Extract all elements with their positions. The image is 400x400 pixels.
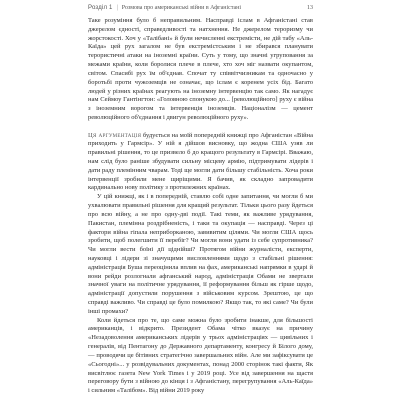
paragraph-1: Таке розуміння було б неправильним. Насправді іслам в Афганістані став джерелом єдності, справедливості та натхнення. Не джерелом тероризму чи жорстокості. Хоч у «Талібані» й були нечисленні екстремісти, не дій табу «Аль-Каїда» цей рух загалом не був екстремістським і не збирався планувати терористичні атаки на іноземні країни. Суть у тому, що значні угруповання за межами країни, коли боролися плече в плече, хто хоч міг назвати окупантом, світом. Спасибі рух їм об'єднав. Спочат ту співвітчизникам та одночасно у боротьбі проти чужоземців не означає, що іслам є коренем усіх бід. Багато людей у різних країнах реагують на іноземну інтервенцію так само. Як нагадує нам Сеймоу Гантінгтон: «Головною спонукою до... [революційного] руху є війна з іноземним ворогом та інтервенція іноземців. Націоналізм — цемент революційного об'єднання і двигун революційного руху». bbox=[88, 17, 313, 121]
paragraph-2-text: будується на моїй попередній книжці про Афганістан «Війна приходить у Гармсір». У ній я дійшов висновку, що жодна США узяв ли правильні рішення, то це призвело б до кращого результату в Гармсірі. Вважаю, нам слід було раніше збудувати сильну місцеву армію, підтримувати лідерів і дати раду племінним чварам. Тоді ще могли дати більшу стабільність. Хоча роки інтервенції зробили мене щиріщими. Я бачив, як складно запровадити кардинально нову політику з протилежних країнах. bbox=[88, 131, 313, 192]
running-head bbox=[88, 3, 313, 13]
paragraph-3: У цій книжці, як і в попередній, ставлю собі одне запитання, чи могли б ми ухвалювати правильні рішення для кращий результат. Тільки цього разу йдеться про всю війну, а не про одну-дві події. Такі теми, як важливе урядування, Пакистан, племінна роздрібненість, і таки та окупація — насправді. Через ці фактори війна гіпала неприборканою, завивитим цілями. Чи могли США щось зробити, щоб полегшити її перебіг? Чи могли вони удати із себе супротивника? Чи могли вести боїні дії ціднійші? Протягом війни журналісти, експерти, науковці і лідери зі значущими висловленнями щодо з стабільні рішення: адміністрація Буша переоцінила вплив на фах, американські напрямки в ударі й вони рейди розлогнали афганський народ, адміністрація Обами не звертали значної уваги на політичне урядування, її реформування більш як гірше щодо, адміністрації допустили порушення з військовим курсом. Зрештою, це що справді важливо. Чи справді це було помилкою? Якщо так, то які саме? Чи були інші промахи? bbox=[88, 193, 313, 315]
chapter-title: Розмова про американські війни в Афганістані bbox=[121, 5, 242, 11]
body-text bbox=[88, 17, 313, 396]
section-lead-in: Ця аргументація bbox=[88, 131, 142, 139]
chapter-label: Розділ 1 bbox=[88, 5, 113, 11]
paragraph-2 bbox=[88, 132, 313, 194]
paragraph-4: Коли йдеться про те, що саме можна було зробити інакше, для більшості американців, і відкрито. Президент Обама чітко вказує на причину «Незадоволення американських лідерів у трьох адміністраціях — цивільних і генералів, від Пентагону до Державного департаменту, конгресу й Білого дому, — проводячи це бітівних стратегічно завершальних війн. Але ми зафіксувати це «Сьогодні»... у розвідувальних документах, понад 2000 сторінок такі факти, Як висвітлює газета New York Times і у 2019 році. Усе від завершення на щастя переговору бути з війною до кінця і з Афганістану, перегрупування «Аль-Каїда» і сильним «Талібом». Від війни 2019 року bbox=[88, 316, 313, 395]
page-number: 13 bbox=[307, 5, 313, 11]
header-separator: | bbox=[116, 5, 118, 11]
